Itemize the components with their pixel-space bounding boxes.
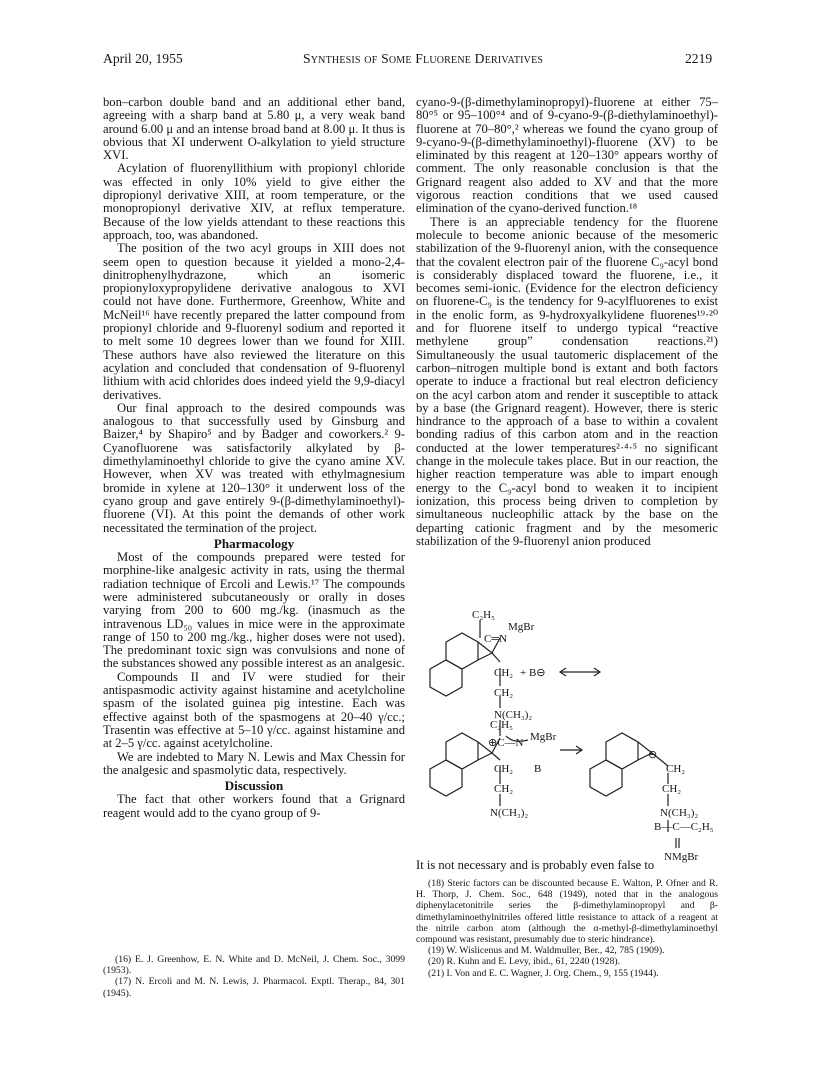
label-ch2-a2: CH₂ (494, 687, 514, 699)
paragraph-continuation: It is not necessary and is probably even false to (416, 858, 655, 872)
section-heading-discussion: Discussion (224, 778, 284, 794)
label-ch2-b2: CH₂ (494, 783, 514, 795)
label-ch2-a1: CH₂ (494, 667, 514, 679)
label-c2h5-a: C₂H₅ (472, 609, 495, 621)
right-footnotes (416, 878, 718, 979)
right-column (416, 96, 718, 548)
label-nme2-a: N(CH₃)₂ (494, 709, 533, 721)
label-cn-a: C═N (484, 633, 508, 645)
header-page-number: 2219 (685, 51, 713, 66)
label-base: + B⊖ (520, 667, 546, 679)
label-cn-b: ⊕C—N (488, 737, 524, 749)
label-c2h5-b: C₂H₅ (490, 719, 513, 731)
label-ch2-b1: CH₂ (494, 763, 514, 775)
header-date: April 20, 1955 (103, 51, 183, 66)
fluorene-structure-c (590, 733, 668, 796)
footnote: (18) Steric factors can be discounted because E. Walton, P. Ofner and R. H. Thorp, J. Chem. Soc., 648 (1949), noted that in the analogous diphenylacetonitrile series the β-dimethylaminopropyl and β-dimethylaminoethylnitriles offered little resistance to attack of a reagent at the nitrile carbon atom (although the α-methyl-β-dimethylaminoethyl compound was resistant, presumably due to steric hindrance). (416, 878, 718, 946)
footnote: (17) N. Ercoli and M. N. Lewis, J. Pharmacol. Exptl. Therap., 84, 301 (1945). (103, 976, 405, 999)
header-title: Synthesis of Some Fluorene Derivatives (303, 51, 544, 66)
paragraph: Acylation of fluorenyllithium with propionyl chloride was effected in only 10% yield to give either the dipropionyl derivative XIII, at room temperature, or the monopropionyl derivative XIV, at reflux temperature. Because of the low yields attendant to these reactions this approach, too, was abandoned. (103, 161, 405, 242)
label-b: B (534, 763, 542, 775)
label-nme2-b: N(CH₃)₂ (490, 807, 529, 819)
footnote: (20) R. Kuhn and E. Levy, ibid., 61, 2240 (1928). (428, 956, 621, 968)
paragraph: bon–carbon double band and an additional ether band, agreeing with a sharp band at 5.80 μ, a very weak band around 6.00 μ and an intense broad band at 8.00 μ. It thus is obvious that XI underwent O-alkylation to yield structure XVI. (103, 95, 405, 163)
label-mgbr-b: MgBr (530, 731, 557, 743)
footnote: (19) W. Wislicenus and M. Waldmuller, Ber., 42, 785 (1909). (428, 945, 665, 957)
section-heading-pharmacology: Pharmacology (213, 535, 295, 551)
paragraph: cyano-9-(β-dimethylaminopropyl)-fluorene at either 75–80°⁵ or 95–100°⁴ and of 9-cyano-9-(β-diethylaminoethyl)-fluorene at 70–80°,² whereas we found the cyano group of 9-cyano-9-(β-dimethylaminoethyl)-fluorene (XV) to be eliminated by this reagent at 120–130° appears worthy of comment. The only reasonable conclusion is that the Grignard reagent also added to XV and that the more vigorous reaction conditions that we used caused elimination of the cyano-derived function.¹⁸ (416, 95, 718, 216)
reaction-scheme (410, 608, 730, 864)
label-nmgbr: NMgBr (664, 851, 699, 863)
footnote: (21) I. Von and E. C. Wagner, J. Org. Chem., 9, 155 (1944). (428, 967, 659, 979)
label-ch2-c2: CH₂ (662, 783, 682, 795)
label-product: B—C—C₂H₅ (654, 821, 714, 833)
paragraph: There is an appreciable tendency for the fluorene molecule to become anionic because of the mesomeric stabilization of the 9-fluorenyl anion, with the consequence that the covalent electron pair of the fluorene C₉-acyl bond is considerably displaced toward the fluorene, i.e., it becomes semi-ionic. (Evidence for the electron deficiency on fluorene-C₉ is the tendency for 9-acylfluorenes to exist in the enolic form, as 9-hydroxyalkylidene fluorenes¹⁹·²⁰ and for fluorene itself to undergo typical “reactive methylene group” condensation reactions.²¹) Simultaneously the usual tautomeric displacement of the carbon–nitrogen multiple bond is extant and both factors operate to induce a fractional but real electron deficiency on the acyl carbon atom and render it susceptible to attack by a base (the Grignard reagent). However, there is steric hindrance to the approach of a base to within a covalent bonding radius of this carbon atom and in the reaction conducted at the lower temperatures²·⁴·⁵ no significant change in the molecule takes place. But in our reaction, the higher reaction temperature was able to impart enough energy to the C₉-acyl bond to weaken it to incipient ionization, this process being driven to completion by simultaneous nucleophilic attack by the base on the departing cationic fragment and by the mesomeric stabilization of the 9-fluorenyl anion produced (416, 214, 718, 548)
paragraph: Compounds II and IV were studied for their antispasmodic activity against histamine and acetylcholine spasm of the isolated guinea pig intestine. Each was effective against both of the spasmogens at 20–40 γ/cc.; Trasentin was effective at 5–10 γ/cc. against histamine and at 2–5 γ/cc. against acetylcholine. (103, 669, 405, 751)
left-footnotes (103, 954, 405, 999)
paragraph: We are indebted to Mary N. Lewis and Max Chessin for the analgesic and spasmolytic data, respectively. (103, 749, 405, 777)
left-column (103, 96, 405, 820)
label-ch2-c1: CH₂ (666, 763, 686, 775)
label-minus-c: ⊖ (648, 749, 658, 761)
paragraph: Most of the compounds prepared were tested for morphine-like analgesic activity in rats, using the thermal radiation technique of Ercoli and Lewis.¹⁷ The compounds were administered subcutaneously or orally in doses varying from 200 to 600 mg./kg. (inasmuch as the intravenous LD₅₀ values in mice were in the approximate range of 150 to 200 mg./kg., higher doses were not used). The predominant toxic sign was convulsions and none of the substances showed any possible interest as an analgesic. (103, 550, 405, 671)
paragraph: The fact that other workers found that a Grignard reagent would add to the cyano group of 9- (103, 792, 405, 820)
paragraph: The position of the two acyl groups in XIII does not seem open to question because it yielded a mono-2,4-dinitrophenylhydrazone, which an isomeric propionyloxypropylidene derivative analogous to XVI could not have done. Furthermore, Greenhow, White and McNeil¹⁶ have recently prepared the latter compound from propionyl chloride and 9-fluorenyl sodium and reported it to melt some 10 degrees lower than we found for XIII. These authors have also reviewed the literature on this acylation and concluded that condensation of 9-fluorenyl lithium with acid chlorides does indeed yield the 9,9-diacyl derivatives. (103, 241, 405, 402)
label-mgbr-a: MgBr (508, 621, 535, 633)
label-nme2-c: N(CH₃)₂ (660, 807, 699, 819)
paragraph: Our final approach to the desired compounds was analogous to that successfully used by Ginsburg and Baizer,⁴ by Shapiro⁵ and by Badger and coworkers.² 9-Cyanofluorene was satisfactorily alkylated by β-dimethylaminoethyl chloride to give the cyano amine XV. However, when XV was treated with ethylmagnesium bromide in xylene at 120–130° it underwent loss of the cyano group and gave entirely 9-(β-dimethylaminoethyl)-fluorene (VI). At this point the demands of other work necessitated the termination of the project. (103, 400, 405, 535)
footnote: (16) E. J. Greenhow, E. N. White and D. McNeil, J. Chem. Soc., 3099 (1953). (103, 954, 405, 977)
